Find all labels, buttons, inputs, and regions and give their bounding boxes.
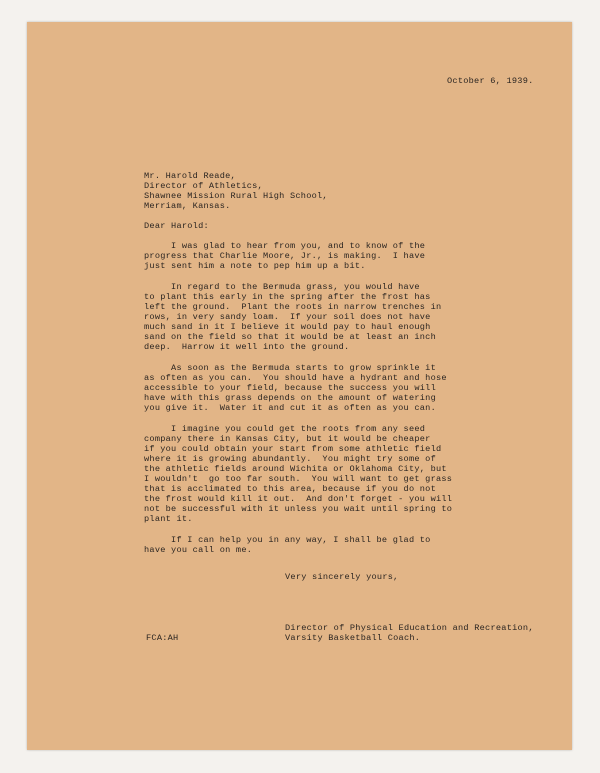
body-line: I imagine you could get the roots from any seed [144, 424, 426, 434]
body-line: to plant this early in the spring after the frost has [144, 292, 431, 302]
body-line: progress that Charlie Moore, Jr., is making. I have [144, 251, 426, 261]
body-line: If I can help you in any way, I shall be glad to [144, 535, 431, 545]
letter-page [27, 22, 572, 750]
typist-initials: FCA:AH [146, 633, 179, 643]
recipient-line: Shawnee Mission Rural High School, [144, 191, 328, 201]
body-line: rows, in very sandy loam. If your soil does not have [144, 312, 431, 322]
body-line: much sand in it I believe it would pay to haul enough [144, 322, 431, 332]
body-line: just sent him a note to pep him up a bit. [144, 261, 366, 271]
salutation: Dear Harold: [144, 221, 209, 231]
body-line: that is acclimated to this area, because if you do not [144, 484, 436, 494]
body-line: if you could obtain your start from some athletic field [144, 444, 442, 454]
body-line: where it is growing abundantly. You might try some of [144, 454, 436, 464]
body-line: I was glad to hear from you, and to know of the [144, 241, 426, 251]
recipient-line: Mr. Harold Reade, [144, 171, 236, 181]
body-line: In regard to the Bermuda grass, you would have [144, 282, 420, 292]
body-line: sand on the field so that it would be at least an inch [144, 332, 436, 342]
body-line: left the ground. Plant the roots in narrow trenches in [144, 302, 442, 312]
closing: Very sincerely yours, [285, 572, 399, 582]
body-line: have you call on me. [144, 545, 253, 555]
body-line: the frost would kill it out. And don't forget - you will [144, 494, 453, 504]
body-line: deep. Harrow it well into the ground. [144, 342, 350, 352]
signature-line: Director of Physical Education and Recreation, [285, 623, 534, 633]
signature-line: Varsity Basketball Coach. [285, 633, 421, 643]
recipient-line: Merriam, Kansas. [144, 201, 231, 211]
body-line: plant it. [144, 514, 193, 524]
body-line: the athletic fields around Wichita or Oklahoma City, but [144, 464, 447, 474]
body-line: you give it. Water it and cut it as often as you can. [144, 403, 436, 413]
body-line: company there in Kansas City, but it would be cheaper [144, 434, 431, 444]
letter-date: October 6, 1939. [447, 76, 534, 86]
body-line: As soon as the Bermuda starts to grow sprinkle it [144, 363, 436, 373]
body-line: accessible to your field, because the success you will [144, 383, 436, 393]
body-line: as often as you can. You should have a hydrant and hose [144, 373, 447, 383]
body-line: not be successful with it unless you wait until spring to [144, 504, 453, 514]
body-line: I wouldn't go too far south. You will want to get grass [144, 474, 453, 484]
recipient-line: Director of Athletics, [144, 181, 263, 191]
body-line: have with this grass depends on the amount of watering [144, 393, 436, 403]
